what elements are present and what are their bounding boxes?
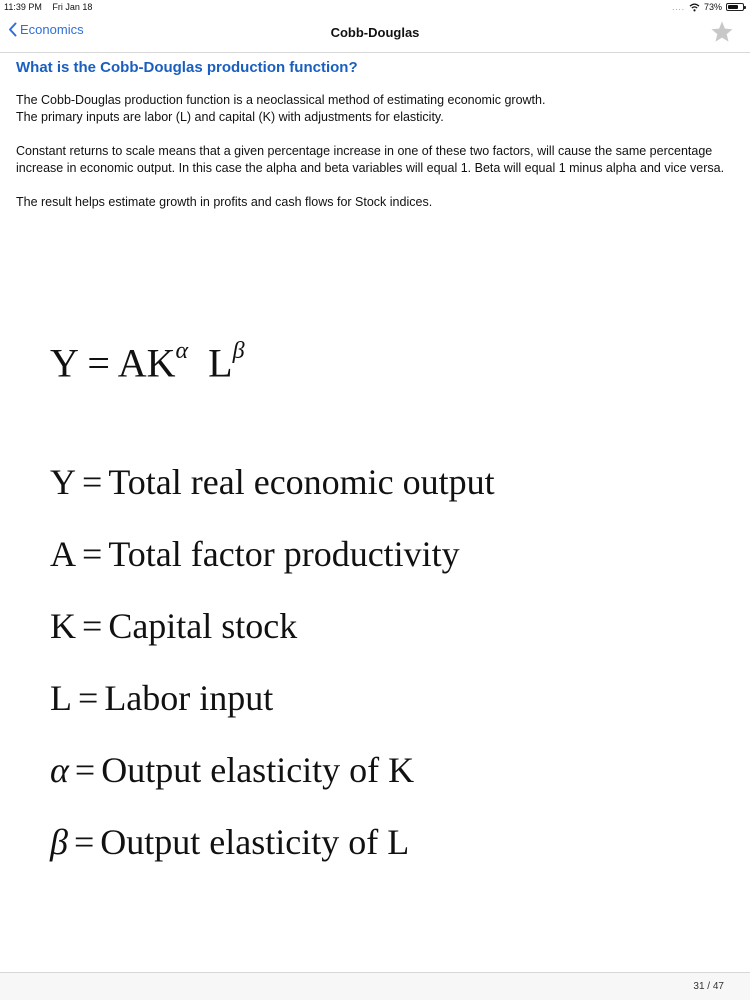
- formula-base-l: L: [208, 340, 233, 386]
- definition-text: Total real economic output: [108, 462, 495, 502]
- definition-row: [50, 734, 700, 806]
- paragraph-result: The result helps estimate growth in profits and cash flows for Stock indices.: [16, 195, 433, 209]
- formula-figure: [50, 330, 700, 878]
- definition-row: [50, 446, 700, 518]
- bottom-toolbar: [0, 972, 750, 1000]
- paragraph-returns-to-scale: Constant returns to scale means that a given percentage increase in one of these two factors, will cause the same percentage increase in economic output. In this case the alpha and beta variables will equal 1. Beta will equal 1 minus alpha and vice versa.: [16, 144, 725, 175]
- definition-symbol: A: [50, 534, 76, 574]
- paragraph-definition-line2: The primary inputs are labor (L) and capital (K) with adjustments for elasticity.: [16, 110, 444, 124]
- main-formula: [50, 330, 700, 392]
- definition-symbol: K: [50, 606, 76, 646]
- definition-symbol: Y: [50, 462, 76, 502]
- back-button-label: Economics: [20, 22, 84, 37]
- navigation-bar: [0, 14, 750, 53]
- battery-percent: 73%: [703, 2, 722, 12]
- definition-symbol: α: [50, 750, 69, 790]
- paragraph-definition-line1: The Cobb-Douglas production function is a neoclassical method of estimating economic growth.: [16, 93, 546, 107]
- definition-text: Total factor productivity: [108, 534, 460, 574]
- formula-equals: =: [87, 340, 110, 386]
- star-icon[interactable]: [710, 20, 734, 44]
- definition-row: [50, 518, 700, 590]
- definition-equals: =: [82, 462, 103, 502]
- definition-text: Labor input: [104, 678, 274, 718]
- paragraph-definition: [16, 92, 736, 126]
- battery-fill: [728, 5, 738, 9]
- definition-list: [50, 446, 700, 878]
- definition-text: Capital stock: [108, 606, 298, 646]
- formula-exponent-alpha: α: [175, 338, 189, 364]
- definition-equals: =: [82, 534, 103, 574]
- formula-lhs: Y: [50, 340, 78, 386]
- status-bar: [0, 0, 750, 14]
- definition-equals: =: [82, 606, 103, 646]
- definition-row: [50, 590, 700, 662]
- status-date: Fri Jan 18: [52, 2, 93, 12]
- battery-icon: [726, 3, 744, 11]
- definition-text: Output elasticity of K: [101, 750, 415, 790]
- signal-dots: ....: [672, 2, 685, 12]
- formula-exponent-beta: β: [232, 338, 245, 364]
- article-content: [16, 58, 736, 228]
- page-title: Cobb-Douglas: [330, 25, 420, 40]
- page-indicator: 31 / 47: [693, 981, 724, 992]
- status-right: [672, 2, 744, 12]
- definition-symbol: β: [50, 822, 68, 862]
- definition-equals: =: [78, 678, 99, 718]
- status-time: 11:39 PM: [4, 2, 42, 12]
- definition-text: Output elasticity of L: [100, 822, 410, 862]
- wifi-icon: [689, 3, 700, 12]
- definition-row: [50, 662, 700, 734]
- article-heading: What is the Cobb-Douglas production function?: [16, 59, 358, 76]
- definition-row: [50, 806, 700, 878]
- definition-equals: =: [74, 750, 96, 790]
- formula-base-ak: AK: [117, 340, 176, 386]
- status-left: [4, 2, 100, 12]
- definition-equals: =: [73, 822, 95, 862]
- definition-symbol: L: [50, 678, 72, 718]
